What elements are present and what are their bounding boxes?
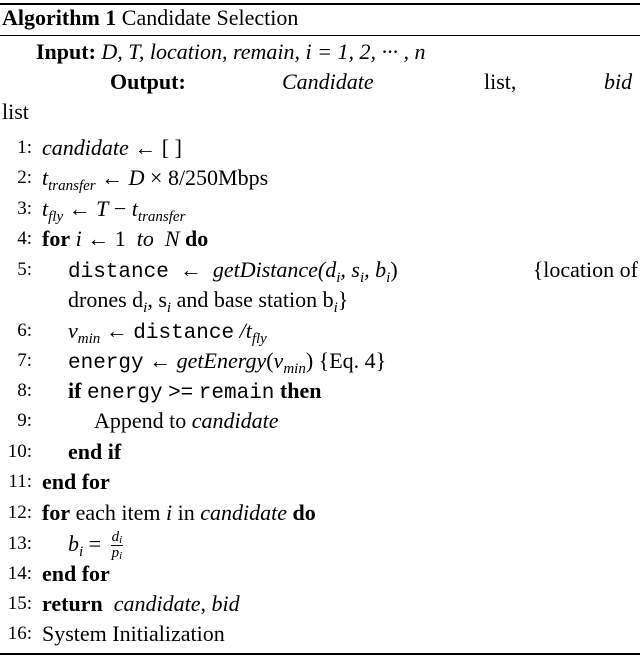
output-bid: bid [604, 69, 633, 94]
line-number: 5: [17, 259, 32, 280]
algo-line-11: 11: end for [0, 467, 640, 497]
algo-line-12: 12: for each item i in candidate do [0, 498, 640, 528]
input-line [0, 37, 640, 67]
output-label: Output: [110, 69, 186, 94]
algo-line-15: 15: return candidate, bid [0, 589, 640, 619]
algo-line-8: 8: if energy >= remain then [0, 376, 640, 406]
line-number: 16: [7, 623, 32, 644]
algo-line-4: 4: for i ← 1 to N do [0, 224, 640, 254]
line-number: 1: [17, 137, 32, 158]
algo-line-14: 14: end for [0, 559, 640, 589]
algo-line-6: 6: $v_{min}$ ← distance $/t_{fly}$ [0, 316, 640, 346]
algo-line-2: 2: $t_{transfer}$ ← D × 8/250Mbps [0, 163, 640, 193]
line-number: 6: [17, 320, 32, 341]
algo-line-13: 13: $b_i$ = $\frac{d_i}{p_i}$ [0, 529, 640, 559]
input-text: D, T, location, remain, i = 1, 2, ··· , n [101, 39, 426, 64]
line-number: 2: [17, 167, 32, 188]
line-number: 12: [7, 502, 32, 523]
algo-line-10: 10: end if [0, 437, 640, 467]
algorithm-label: Algorithm 1 [2, 5, 117, 30]
algo-line-5-cont: drones $d_i$, $s_i$ and base station $b_i$} [68, 287, 349, 316]
line-number: 3: [17, 198, 32, 219]
line-number: 11: [8, 471, 32, 492]
algorithm-name: Candidate Selection [121, 5, 299, 30]
bid-fraction: $\frac{d_i}{p_i}$ [111, 529, 123, 563]
output-candidate: Candidate [282, 69, 374, 94]
output-line-cont [0, 97, 640, 127]
bottom-rule [0, 653, 640, 655]
algo-line-16: 16: System Initialization [0, 619, 640, 649]
algo-line-1: 1: candidate ← [ ] [0, 133, 640, 163]
title-rule [0, 35, 640, 36]
line-number: 14: [7, 563, 32, 584]
algo-line-7: 7: energy ← $getEnergy(v_{min})$ {Eq. 4} [0, 346, 640, 376]
line-number: 8: [17, 380, 32, 401]
output-list-2: list [2, 99, 29, 124]
line-number: 10: [7, 441, 32, 462]
line-number: 7: [17, 350, 32, 371]
algo-line-3: 3: $t_{fly}$ ← $T - t_{transfer}$ [0, 194, 640, 224]
line-number: 4: [17, 228, 32, 249]
line-number: 13: [7, 533, 32, 554]
input-label: Input: [36, 39, 96, 64]
line-number: 15: [7, 593, 32, 614]
algo-line-5: 5: distance ← $getDistance(d_i$, $s_i$, $b_i$) {location of [0, 255, 640, 285]
output-list: list, [484, 69, 517, 94]
output-line [0, 67, 640, 97]
algo-line-9: 9: Append to candidate [0, 406, 640, 436]
line-number: 9: [17, 410, 32, 431]
algorithm-title [0, 3, 640, 33]
